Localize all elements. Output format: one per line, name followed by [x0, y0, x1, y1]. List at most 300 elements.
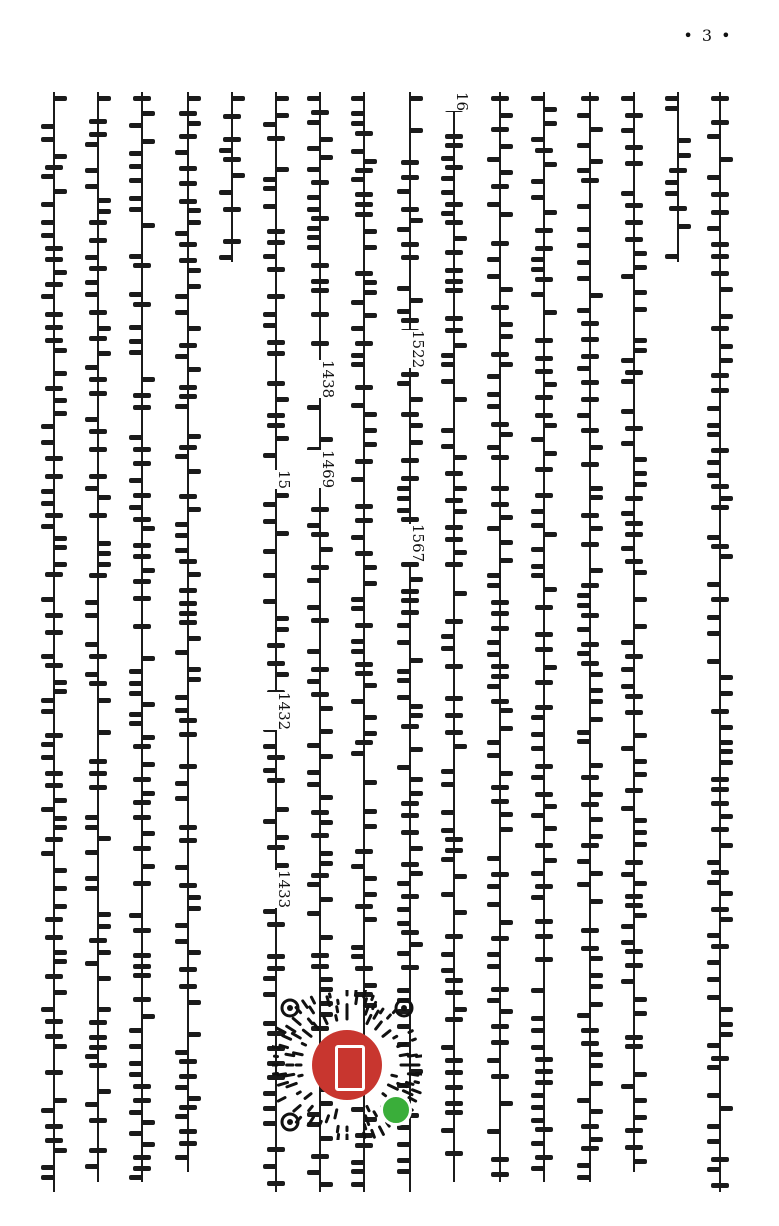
- glyph-stroke: [355, 551, 373, 556]
- glyph-stroke: [711, 544, 729, 549]
- glyph-stroke: [621, 979, 635, 984]
- glyph-stroke: [531, 895, 545, 900]
- glyph-stroke: [543, 107, 557, 112]
- glyph-stroke: [581, 513, 599, 518]
- glyph-stroke: [401, 598, 419, 603]
- glyph-stroke: [85, 825, 99, 830]
- glyph-stroke: [187, 1032, 201, 1037]
- glyph-stroke: [409, 704, 423, 709]
- glyph-stroke: [85, 815, 99, 820]
- glyph-stroke: [577, 882, 591, 887]
- glyph-stroke: [53, 798, 67, 803]
- glyph-stroke: [633, 265, 647, 270]
- glyph-stroke: [535, 705, 553, 710]
- glyph-stroke: [263, 1164, 277, 1169]
- glyph-stroke: [319, 861, 333, 866]
- glyph-stroke: [311, 565, 329, 570]
- glyph-stroke: [543, 665, 557, 670]
- glyph-stroke: [535, 467, 553, 472]
- glyph-stroke: [581, 337, 599, 342]
- glyph-stroke: [263, 976, 277, 981]
- glyph-stroke: [535, 1080, 553, 1085]
- qr-dot: [272, 1047, 279, 1049]
- glyph-stroke: [401, 458, 419, 463]
- glyph-stroke: [633, 1011, 647, 1016]
- glyph-stroke: [175, 1050, 189, 1055]
- glyph-stroke: [307, 523, 321, 528]
- glyph-stroke: [499, 144, 513, 149]
- glyph-stroke: [531, 547, 545, 552]
- glyph-stroke: [129, 207, 143, 212]
- glyph-stroke: [487, 856, 501, 861]
- qr-dot: [326, 1116, 328, 1122]
- glyph-stroke: [719, 157, 733, 162]
- glyph-stroke: [707, 880, 721, 885]
- glyph-stroke: [53, 348, 67, 353]
- glyph-stroke: [267, 340, 285, 345]
- glyph-stroke: [707, 406, 721, 411]
- glyph-stroke: [263, 323, 277, 328]
- glyph-stroke: [535, 632, 553, 637]
- glyph-stroke: [175, 150, 189, 155]
- glyph-stroke: [499, 432, 513, 437]
- glyph-stroke: [453, 455, 467, 460]
- glyph-stroke: [707, 1065, 721, 1070]
- glyph-stroke: [53, 868, 67, 873]
- glyph-stroke: [41, 698, 55, 703]
- glyph-stroke: [187, 677, 201, 682]
- glyph-stroke: [581, 661, 599, 666]
- glyph-stroke: [487, 157, 501, 162]
- glyph-stroke: [363, 313, 377, 318]
- qr-dot: [415, 1082, 419, 1083]
- qr-dot: [338, 1134, 339, 1140]
- glyph-stroke: [531, 1105, 545, 1110]
- glyph-stroke: [41, 597, 55, 602]
- page-number: • 3 •: [683, 26, 733, 45]
- glyph-stroke: [133, 302, 151, 307]
- glyph-stroke: [577, 168, 591, 173]
- glyph-stroke: [491, 936, 509, 941]
- glyph-stroke: [487, 392, 501, 397]
- glyph-stroke: [625, 788, 643, 793]
- glyph-stroke: [263, 204, 277, 209]
- glyph-stroke: [223, 239, 241, 244]
- glyph-stroke: [267, 661, 285, 666]
- glyph-stroke: [263, 768, 277, 773]
- glyph-stroke: [89, 513, 107, 518]
- glyph-stroke: [491, 241, 509, 246]
- glyph-stroke: [311, 692, 329, 697]
- glyph-stroke: [711, 1157, 729, 1162]
- glyph-stroke: [531, 1016, 545, 1021]
- glyph-stroke: [531, 871, 545, 876]
- glyph-stroke: [85, 600, 99, 605]
- glyph-stroke: [89, 1035, 107, 1040]
- glyph-stroke: [41, 755, 55, 760]
- glyph-stroke: [219, 255, 233, 260]
- glyph-stroke: [711, 210, 729, 215]
- qr-dot: [277, 1028, 285, 1032]
- glyph-stroke: [85, 1102, 99, 1107]
- glyph-stroke: [53, 398, 67, 403]
- glyph-stroke: [633, 482, 647, 487]
- glyph-stroke: [621, 128, 635, 133]
- glyph-stroke: [491, 799, 509, 804]
- glyph-stroke: [263, 819, 277, 824]
- glyph-stroke: [89, 681, 107, 686]
- glyph-stroke: [275, 863, 289, 868]
- glyph-stroke: [307, 207, 321, 212]
- glyph-stroke: [621, 546, 635, 551]
- glyph-stroke: [351, 954, 365, 959]
- glyph-stroke: [711, 484, 729, 489]
- glyph-stroke: [141, 1014, 155, 1019]
- glyph-stroke: [351, 149, 365, 154]
- glyph-stroke: [577, 739, 591, 744]
- glyph-stroke: [85, 142, 99, 147]
- glyph-stroke: [543, 423, 557, 428]
- glyph-stroke: [577, 1175, 591, 1180]
- glyph-stroke: [621, 640, 635, 645]
- glyph-stroke: [581, 1146, 599, 1151]
- glyph-stroke: [319, 820, 333, 825]
- glyph-stroke: [453, 874, 467, 879]
- glyph-stroke: [179, 611, 197, 616]
- glyph-stroke: [263, 254, 277, 259]
- glyph-stroke: [589, 445, 603, 450]
- glyph-stroke: [719, 760, 733, 765]
- glyph-stroke: [319, 977, 333, 982]
- glyph-stroke: [401, 517, 419, 522]
- glyph-stroke: [625, 521, 643, 526]
- glyph-stroke: [621, 684, 635, 689]
- qr-dot: [299, 1075, 302, 1076]
- glyph-stroke: [223, 137, 241, 142]
- glyph-stroke: [535, 493, 553, 498]
- glyph-stroke: [179, 394, 197, 399]
- glyph-stroke: [355, 459, 373, 464]
- glyph-stroke: [445, 1151, 463, 1156]
- glyph-stroke: [441, 1045, 455, 1050]
- glyph-stroke: [133, 493, 151, 498]
- glyph-stroke: [487, 1058, 501, 1063]
- glyph-stroke: [577, 1163, 591, 1168]
- glyph-stroke: [45, 456, 63, 461]
- glyph-stroke: [621, 441, 635, 446]
- glyph-stroke: [535, 369, 553, 374]
- glyph-stroke: [363, 824, 377, 829]
- glyph-stroke: [45, 935, 63, 940]
- glyph-stroke: [267, 1181, 285, 1186]
- glyph-stroke: [133, 815, 151, 820]
- column-stem: [677, 92, 679, 262]
- glyph-stroke: [445, 978, 463, 983]
- glyph-stroke: [187, 121, 201, 126]
- glyph-stroke: [711, 254, 729, 259]
- glyph-stroke: [53, 411, 67, 416]
- glyph-stroke: [535, 246, 553, 251]
- glyph-stroke: [397, 227, 411, 232]
- glyph-stroke: [409, 577, 423, 582]
- glyph-stroke: [491, 785, 509, 790]
- glyph-stroke: [97, 912, 111, 917]
- glyph-stroke: [133, 1098, 151, 1103]
- glyph-stroke: [219, 190, 233, 195]
- glyph-stroke: [719, 814, 733, 819]
- qr-dot: [372, 1130, 375, 1137]
- glyph-stroke: [275, 436, 289, 441]
- glyph-stroke: [577, 627, 591, 632]
- glyph-stroke: [589, 486, 603, 491]
- glyph-stroke: [401, 610, 419, 615]
- glyph-stroke: [491, 872, 509, 877]
- glyph-stroke: [409, 747, 423, 752]
- glyph-stroke: [129, 1131, 143, 1136]
- glyph-stroke: [707, 175, 721, 180]
- glyph-stroke: [409, 218, 423, 223]
- qr-finder-dot: [401, 1005, 407, 1011]
- glyph-stroke: [711, 505, 729, 510]
- glyph-stroke: [441, 892, 455, 897]
- glyph-stroke: [355, 271, 373, 276]
- glyph-stroke: [711, 388, 729, 393]
- glyph-stroke: [621, 940, 635, 945]
- glyph-stroke: [445, 934, 463, 939]
- qr-dot: [293, 1018, 300, 1024]
- glyph-stroke: [141, 1120, 155, 1125]
- glyph-stroke: [409, 791, 423, 796]
- glyph-stroke: [719, 1032, 733, 1037]
- glyph-stroke: [487, 573, 501, 578]
- glyph-stroke: [89, 220, 107, 225]
- glyph-stroke: [711, 326, 729, 331]
- glyph-stroke: [307, 578, 321, 583]
- glyph-stroke: [179, 732, 197, 737]
- glyph-stroke: [89, 1148, 107, 1153]
- glyph-stroke: [707, 432, 721, 437]
- glyph-stroke: [97, 209, 111, 214]
- glyph-stroke: [363, 229, 377, 234]
- glyph-stroke: [133, 393, 151, 398]
- glyph-stroke: [263, 519, 277, 524]
- glyph-stroke: [85, 876, 99, 881]
- glyph-stroke: [175, 1085, 189, 1090]
- glyph-stroke: [677, 224, 691, 229]
- column-stem: [589, 92, 591, 1182]
- glyph-stroke: [401, 562, 419, 567]
- glyph-stroke: [89, 1020, 107, 1025]
- glyph-stroke: [499, 708, 513, 713]
- glyph-stroke: [141, 702, 155, 707]
- glyph-stroke: [621, 1084, 635, 1089]
- glyph-stroke: [491, 96, 509, 101]
- qr-dot: [365, 1006, 368, 1014]
- glyph-stroke: [311, 279, 329, 284]
- glyph-stroke: [719, 1007, 733, 1012]
- glyph-stroke: [355, 966, 373, 971]
- glyph-stroke: [141, 111, 155, 116]
- glyph-stroke: [133, 624, 151, 629]
- glyph-stroke: [275, 627, 289, 632]
- glyph-stroke: [625, 1035, 643, 1040]
- glyph-stroke: [487, 952, 501, 957]
- glyph-stroke: [625, 203, 643, 208]
- glyph-stroke: [669, 206, 687, 211]
- glyph-stroke: [581, 428, 599, 433]
- glyph-stroke: [267, 966, 285, 971]
- glyph-stroke: [707, 615, 721, 620]
- glyph-stroke: [133, 579, 151, 584]
- glyph-stroke: [589, 871, 603, 876]
- glyph-stroke: [535, 647, 553, 652]
- glyph-stroke: [275, 835, 289, 840]
- glyph-stroke: [535, 1155, 553, 1160]
- glyph-stroke: [263, 453, 277, 458]
- glyph-stroke: [129, 681, 143, 686]
- glyph-stroke: [441, 782, 455, 787]
- glyph-stroke: [621, 511, 635, 516]
- glyph-stroke: [179, 588, 197, 593]
- glyph-stroke: [363, 780, 377, 785]
- glyph-stroke: [487, 404, 501, 409]
- glyph-stroke: [41, 424, 55, 429]
- glyph-stroke: [711, 1056, 729, 1061]
- glyph-stroke: [719, 358, 733, 363]
- glyph-stroke: [491, 184, 509, 189]
- glyph-stroke: [179, 181, 197, 186]
- glyph-stroke: [487, 884, 501, 889]
- glyph-stroke: [535, 792, 553, 797]
- qr-code-icon[interactable]: [272, 990, 422, 1140]
- glyph-stroke: [499, 362, 513, 367]
- column-stem: [187, 92, 189, 1172]
- glyph-stroke: [409, 942, 423, 947]
- glyph-stroke: [53, 950, 67, 955]
- glyph-stroke: [535, 413, 553, 418]
- glyph-stroke: [445, 471, 463, 476]
- glyph-stroke: [179, 883, 197, 888]
- glyph-stroke: [355, 131, 373, 136]
- glyph-stroke: [445, 268, 463, 273]
- glyph-stroke: [175, 1114, 189, 1119]
- glyph-stroke: [319, 935, 333, 940]
- qr-dot: [398, 1083, 407, 1086]
- glyph-stroke: [187, 96, 201, 101]
- glyph-stroke: [633, 759, 647, 764]
- inline-number: 1433: [260, 870, 292, 908]
- glyph-stroke: [589, 792, 603, 797]
- glyph-stroke: [141, 1142, 155, 1147]
- glyph-stroke: [625, 903, 643, 908]
- glyph-stroke: [707, 460, 721, 465]
- glyph-stroke: [89, 119, 107, 124]
- glyph-stroke: [141, 526, 155, 531]
- glyph-stroke: [487, 274, 501, 279]
- glyph-stroke: [543, 587, 557, 592]
- glyph-stroke: [441, 211, 455, 216]
- glyph-stroke: [535, 934, 553, 939]
- glyph-stroke: [363, 245, 377, 250]
- qr-dot: [400, 1054, 408, 1055]
- glyph-stroke: [589, 1081, 603, 1086]
- glyph-stroke: [187, 434, 201, 439]
- glyph-stroke: [133, 447, 151, 452]
- glyph-stroke: [89, 654, 107, 659]
- glyph-stroke: [711, 192, 729, 197]
- glyph-stroke: [445, 328, 463, 333]
- glyph-stroke: [625, 1128, 643, 1133]
- glyph-stroke: [129, 1072, 143, 1077]
- glyph-stroke: [85, 886, 99, 891]
- qr-dot: [412, 1090, 420, 1093]
- glyph-stroke: [175, 708, 189, 713]
- glyph-stroke: [535, 605, 553, 610]
- glyph-stroke: [351, 751, 365, 756]
- glyph-stroke: [307, 770, 321, 775]
- glyph-stroke: [625, 145, 643, 150]
- glyph-stroke: [577, 276, 591, 281]
- text-column: [704, 92, 736, 1218]
- glyph-stroke: [633, 830, 647, 835]
- glyph-stroke: [355, 518, 373, 523]
- glyph-stroke: [45, 165, 63, 170]
- glyph-stroke: [531, 1028, 545, 1033]
- glyph-stroke: [267, 922, 285, 927]
- glyph-stroke: [223, 114, 241, 119]
- glyph-stroke: [491, 699, 509, 704]
- glyph-stroke: [445, 837, 463, 842]
- glyph-stroke: [133, 1084, 151, 1089]
- glyph-stroke: [711, 944, 729, 949]
- qr-dot: [278, 1082, 287, 1085]
- glyph-stroke: [487, 753, 501, 758]
- glyph-stroke: [633, 348, 647, 353]
- glyph-stroke: [275, 531, 289, 536]
- glyph-stroke: [543, 121, 557, 126]
- glyph-stroke: [45, 771, 63, 776]
- glyph-stroke: [621, 358, 635, 363]
- glyph-stroke: [445, 664, 463, 669]
- glyph-stroke: [581, 946, 599, 951]
- glyph-stroke: [179, 445, 197, 450]
- glyph-stroke: [633, 338, 647, 343]
- qr-dot: [380, 1127, 384, 1134]
- glyph-stroke: [409, 871, 423, 876]
- glyph-stroke: [487, 652, 501, 657]
- glyph-stroke: [41, 1108, 55, 1113]
- glyph-stroke: [581, 928, 599, 933]
- glyph-stroke: [711, 271, 729, 276]
- glyph-stroke: [267, 413, 285, 418]
- glyph-stroke: [589, 1052, 603, 1057]
- glyph-stroke: [445, 1101, 463, 1106]
- glyph-stroke: [707, 226, 721, 231]
- glyph-stroke: [311, 618, 329, 623]
- glyph-stroke: [319, 795, 333, 800]
- glyph-stroke: [275, 616, 289, 621]
- glyph-stroke: [89, 785, 107, 790]
- glyph-stroke: [719, 675, 733, 680]
- glyph-stroke: [97, 326, 111, 331]
- glyph-stroke: [133, 596, 151, 601]
- glyph-stroke: [531, 1141, 545, 1146]
- glyph-stroke: [707, 995, 721, 1000]
- glyph-stroke: [491, 502, 509, 507]
- qr-dot: [355, 990, 356, 996]
- glyph-stroke: [85, 1164, 99, 1169]
- glyph-stroke: [45, 474, 63, 479]
